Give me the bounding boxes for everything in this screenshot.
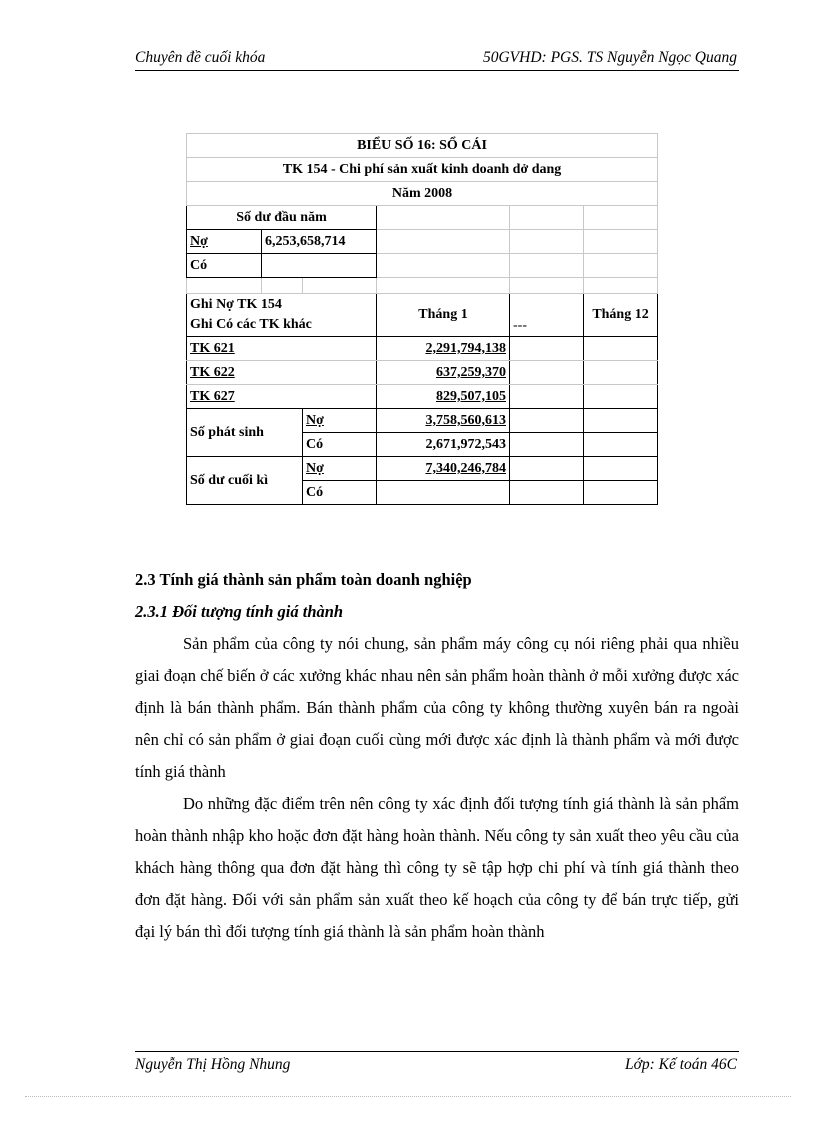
arising-debit-label: Nợ — [303, 409, 377, 433]
opening-credit-label: Có — [187, 254, 262, 278]
empty-cell — [584, 337, 658, 361]
empty-cell — [584, 361, 658, 385]
empty-cell — [510, 481, 584, 505]
section-heading: 2.3 Tính giá thành sản phẩm toàn doanh nghiệp — [135, 570, 472, 589]
account-row — [187, 361, 658, 385]
ledger-title: BIỂU SỐ 16: SỔ CÁI — [187, 134, 658, 158]
spacer-row — [187, 278, 658, 294]
empty-cell — [510, 230, 584, 254]
empty-cell — [584, 278, 658, 294]
empty-cell — [510, 254, 584, 278]
ledger-subtitle-row — [187, 158, 658, 182]
empty-cell — [510, 337, 584, 361]
ledger-title-row — [187, 134, 658, 158]
ledger-subtitle: TK 154 - Chi phí sản xuất kinh doanh dở dang — [187, 158, 658, 182]
empty-cell — [187, 278, 262, 294]
opening-balance-header-row — [187, 206, 658, 230]
ledger-year-row — [187, 182, 658, 206]
empty-cell — [377, 230, 510, 254]
empty-cell — [262, 278, 303, 294]
column-header-row — [187, 294, 658, 337]
empty-cell — [584, 481, 658, 505]
opening-balance-label: Số dư đầu năm — [187, 206, 377, 230]
arising-credit-label: Có — [303, 433, 377, 457]
closing-debit-row — [187, 457, 658, 481]
empty-cell — [584, 385, 658, 409]
empty-cell — [303, 278, 377, 294]
empty-cell — [510, 457, 584, 481]
opening-credit-row — [187, 254, 658, 278]
empty-cell — [377, 254, 510, 278]
empty-cell — [584, 254, 658, 278]
empty-cell — [510, 206, 584, 230]
empty-cell — [584, 230, 658, 254]
empty-cell — [584, 433, 658, 457]
section-subheading: 2.3.1 Đối tượng tính giá thành — [135, 602, 344, 621]
empty-cell — [377, 206, 510, 230]
empty-cell — [584, 457, 658, 481]
header-right-text: 50GVHD: PGS. TS Nguyễn Ngọc Quang — [482, 49, 737, 66]
opening-debit-row — [187, 230, 658, 254]
footer-class: Lớp: Kế toán 46C — [624, 1056, 737, 1073]
column-header-accounts — [187, 294, 377, 337]
account-value: 829,507,105 — [377, 385, 510, 409]
empty-cell — [377, 278, 510, 294]
closing-credit-label: Có — [303, 481, 377, 505]
account-value: 2,291,794,138 — [377, 337, 510, 361]
account-row — [187, 337, 658, 361]
empty-cell — [510, 278, 584, 294]
arising-debit-row — [187, 409, 658, 433]
arising-label: Số phát sinh — [187, 409, 303, 457]
body-text — [135, 628, 739, 948]
opening-credit-value — [262, 254, 377, 278]
header-left-text: Chuyên đề cuối khóa — [135, 49, 266, 66]
empty-cell — [584, 206, 658, 230]
column-header-line1: Ghi Nợ TK 154 — [190, 297, 282, 312]
account-value: 637,259,370 — [377, 361, 510, 385]
page-header — [135, 48, 739, 71]
ledger-table — [186, 133, 658, 505]
opening-debit-label: Nợ — [187, 230, 262, 254]
closing-debit-label: Nợ — [303, 457, 377, 481]
paragraph-1: Sản phẩm của công ty nói chung, sản phẩm máy công cụ nói riêng phải qua nhiều giai đoạn chế biến ở các xưởng khác nhau nên sản phẩm hoàn thành ở mỗi xưởng được xác định là bán thành phẩm. Bán thành phẩm của công ty không thường xuyên bán ra ngoài nên chỉ có sản phẩm ở giai đoạn cuối cùng mới được xác định là thành phẩm và mới được tính giá thành — [135, 634, 739, 781]
account-row — [187, 385, 658, 409]
closing-label: Số dư cuối kì — [187, 457, 303, 505]
page-footer — [135, 1051, 739, 1076]
empty-cell — [510, 433, 584, 457]
paragraph-2: Do những đặc điểm trên nên công ty xác định đối tượng tính giá thành là sản phẩm hoàn thành nhập kho hoặc đơn đặt hàng hoàn thành. Nếu công ty sản xuất theo yêu cầu của khách hàng thông qua đơn đặt hàng thì công ty sẽ tập hợp chi phí và tính giá thành theo đơn đặt hàng. Đối với sản phẩm sản xuất theo kế hoạch của công ty để bán trực tiếp, gửi đại lý bán thì đối tượng tính giá thành là sản phẩm hoàn thành — [135, 794, 739, 941]
empty-cell — [510, 409, 584, 433]
closing-credit-value — [377, 481, 510, 505]
account-label: TK 622 — [187, 361, 377, 385]
column-header-month1: Tháng 1 — [377, 294, 510, 337]
arising-credit-value: 2,671,972,543 — [377, 433, 510, 457]
closing-debit-value: 7,340,246,784 — [377, 457, 510, 481]
empty-cell — [510, 385, 584, 409]
column-header-line2: Ghi Có các TK khác — [190, 317, 312, 332]
column-header-month12: Tháng 12 — [584, 294, 658, 337]
opening-debit-value: 6,253,658,714 — [262, 230, 377, 254]
footer-author: Nguyễn Thị Hồng Nhung — [135, 1056, 291, 1073]
column-header-ellipsis: --- — [510, 294, 584, 337]
account-label: TK 627 — [187, 385, 377, 409]
empty-cell — [584, 409, 658, 433]
account-label: TK 621 — [187, 337, 377, 361]
ledger-year: Năm 2008 — [187, 182, 658, 206]
arising-debit-value: 3,758,560,613 — [377, 409, 510, 433]
page-bottom-divider — [25, 1096, 791, 1097]
empty-cell — [510, 361, 584, 385]
